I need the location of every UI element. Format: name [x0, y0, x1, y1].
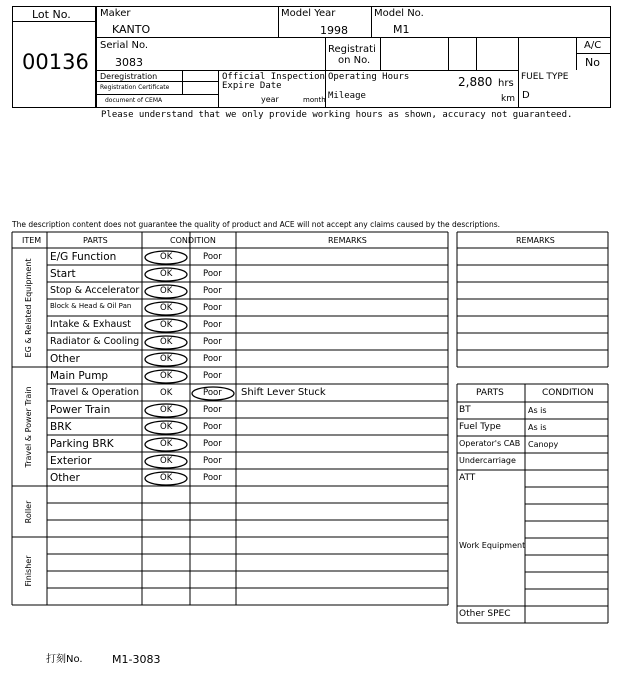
part-name: E/G Function: [50, 251, 117, 263]
spec-condition: Canopy: [528, 440, 559, 449]
inspection-label-2: Expire Date: [222, 81, 282, 91]
condition-ok: OK: [160, 388, 173, 398]
model-year-value: 1998: [320, 24, 348, 37]
condition-poor: Poor: [203, 422, 222, 432]
condition-poor: Poor: [203, 303, 222, 313]
condition-ok: OK: [160, 303, 173, 313]
condition-ok: OK: [160, 269, 173, 279]
fuel-type-value: D: [522, 90, 530, 101]
hours-value: 2,880: [458, 75, 493, 89]
reg-cert-label: Registration Certificate: [100, 84, 170, 91]
part-name: Power Train: [50, 404, 111, 416]
maker-value: KANTO: [112, 23, 151, 36]
km-unit: km: [501, 94, 515, 104]
condition-ok: OK: [160, 337, 173, 347]
cema-label: document of CEMA: [105, 97, 163, 104]
condition-poor: Poor: [203, 337, 222, 347]
condition-poor: Poor: [203, 354, 222, 364]
model-year-label: Model Year: [281, 8, 336, 19]
condition-ok: OK: [160, 422, 173, 432]
model-no-value: M1: [393, 23, 410, 36]
header-item: ITEM: [22, 236, 42, 245]
condition-ok: OK: [160, 371, 173, 381]
spec-part-name: Undercarriage: [459, 456, 516, 465]
condition-poor: Poor: [203, 371, 222, 381]
condition-ok: OK: [160, 473, 173, 483]
operating-hours-label: Operating Hours: [328, 72, 410, 82]
condition-poor: Poor: [203, 320, 222, 330]
spec-part-name: BT: [459, 405, 471, 415]
part-name: Stop & Accelerator: [50, 285, 140, 296]
part-name: Exterior: [50, 455, 92, 467]
header-parts: PARTS: [83, 236, 108, 245]
condition-poor: Poor: [203, 473, 222, 483]
hrs-unit: hrs: [498, 78, 514, 89]
condition-ok: OK: [160, 405, 173, 415]
month-label: month: [303, 96, 326, 104]
stamp-value: M1-3083: [112, 653, 161, 666]
lot-number: 00136: [22, 50, 89, 74]
ac-value: No: [585, 56, 600, 69]
description-notice: The description content does not guarantee the quality of product and ACE will not accept any claims caused by the descriptions.: [12, 220, 501, 229]
condition-poor: Poor: [203, 286, 222, 296]
part-name: Block & Head & Oil Pan: [50, 302, 132, 310]
part-name: Start: [50, 268, 76, 280]
condition-poor: Poor: [203, 269, 222, 279]
registration-label-2: on No.: [338, 55, 371, 66]
condition-header: CONDITION: [542, 388, 594, 398]
dereg-label: Deregistration: [100, 72, 158, 81]
group-label: Roller: [24, 500, 33, 523]
condition-ok: OK: [160, 286, 173, 296]
condition-ok: OK: [160, 439, 173, 449]
condition-ok: OK: [160, 320, 173, 330]
hours-notice: Please understand that we only provide working hours as shown, accuracy not guaranteed.: [101, 110, 573, 120]
group-label: EG & Related Equipment: [24, 258, 33, 357]
part-name: Other: [50, 353, 80, 365]
part-name: Parking BRK: [50, 438, 114, 450]
part-name: Travel & Operation: [50, 387, 139, 398]
serial-label: Serial No.: [100, 40, 149, 51]
part-name: BRK: [50, 421, 72, 433]
maker-label: Maker: [100, 8, 131, 19]
condition-poor: Poor: [203, 439, 222, 449]
registration-label-1: Registrati: [328, 44, 376, 55]
condition-ok: OK: [160, 456, 173, 466]
lot-label: Lot No.: [32, 8, 71, 21]
part-name: Intake & Exhaust: [50, 319, 131, 330]
part-name: Radiator & Cooling: [50, 336, 140, 347]
condition-poor: Poor: [203, 456, 222, 466]
condition-poor: Poor: [203, 388, 222, 398]
condition-poor: Poor: [203, 405, 222, 415]
spec-part-name: ATT: [459, 473, 476, 483]
group-label: Travel & Power Train: [24, 385, 33, 468]
header-remarks: REMARKS: [328, 236, 367, 245]
model-no-label: Model No.: [374, 8, 424, 19]
year-label: year: [261, 95, 279, 104]
ac-label: A/C: [584, 40, 602, 51]
group-label: Finisher: [24, 555, 33, 587]
remark-text: Shift Lever Stuck: [241, 387, 326, 398]
spec-condition: As is: [528, 406, 547, 415]
condition-poor: Poor: [203, 252, 222, 262]
mileage-label: Mileage: [328, 91, 366, 101]
stamp-label: 打刻No.: [46, 654, 83, 665]
part-name: Main Pump: [50, 370, 109, 382]
fuel-type-label: FUEL TYPE: [521, 72, 569, 82]
header-condition: CONDITION: [170, 236, 216, 245]
condition-ok: OK: [160, 252, 173, 262]
spec-part-name: Operator's CAB: [459, 439, 521, 448]
spec-part-name: Fuel Type: [459, 422, 501, 432]
parts-header: PARTS: [476, 388, 504, 398]
spec-part-name: Other SPEC: [459, 609, 511, 619]
condition-ok: OK: [160, 354, 173, 364]
part-name: Other: [50, 472, 80, 484]
right-remarks-header: REMARKS: [516, 236, 555, 245]
spec-part-name: Work Equipment: [459, 541, 526, 550]
spec-condition: As is: [528, 423, 547, 432]
serial-value: 3083: [115, 56, 143, 69]
inspection-label-1: Official Inspection: [222, 72, 325, 82]
